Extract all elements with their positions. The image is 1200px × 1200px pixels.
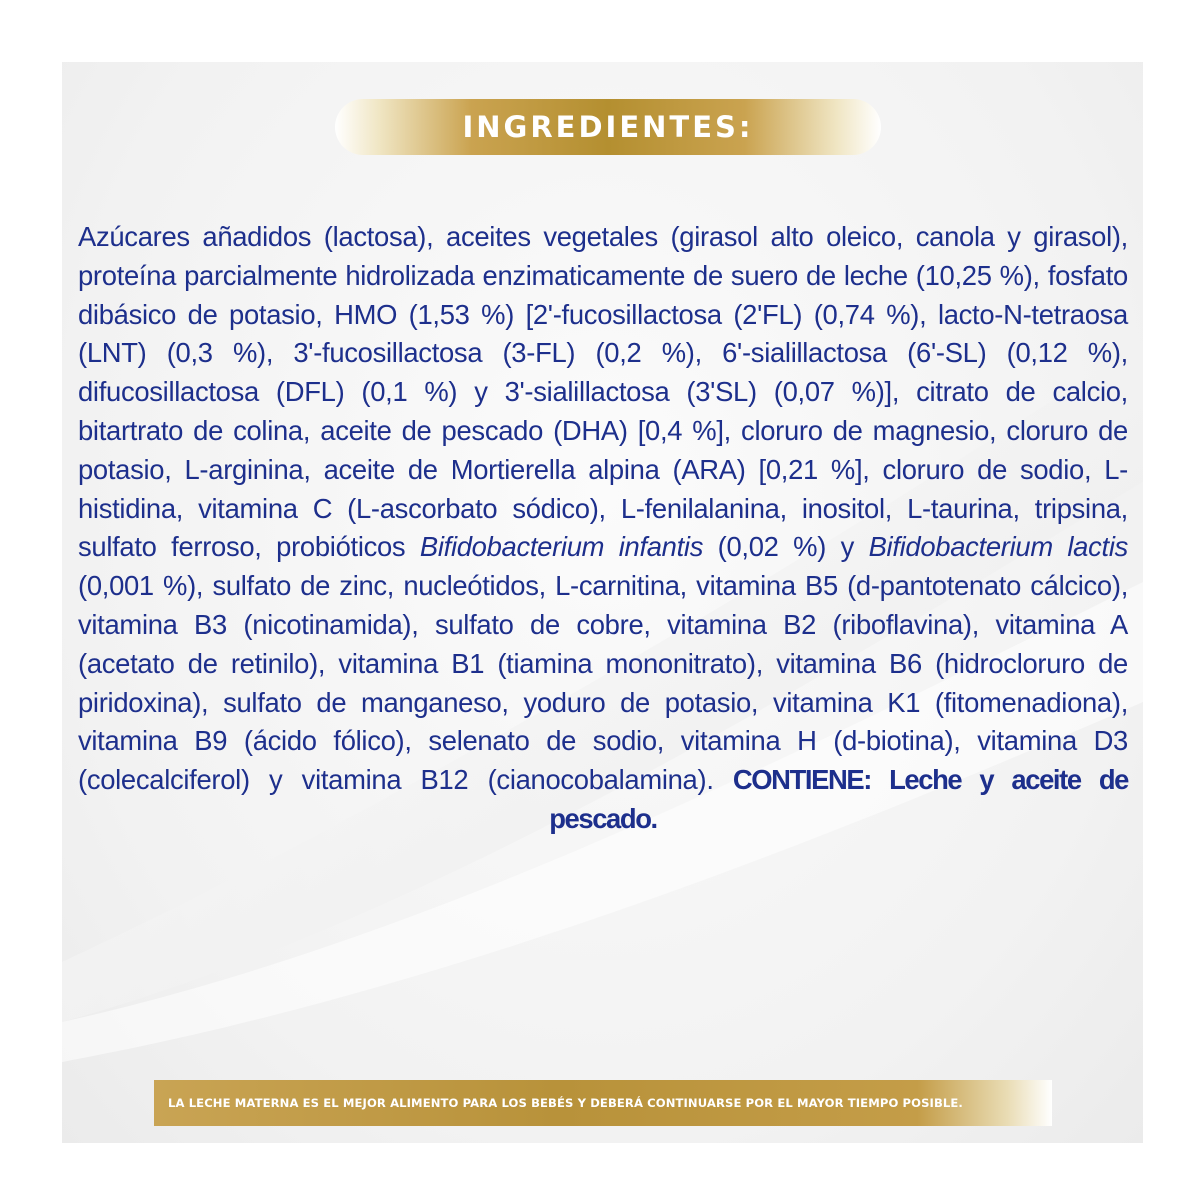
ingredients-title: INGREDIENTES:: [462, 110, 754, 144]
ingredients-text-part2: (0,02 %) y: [703, 531, 869, 563]
ingredients-italic-infantis: Bifidobacterium infantis: [419, 531, 704, 563]
ingredients-italic-lactis: Bifidobacterium lactis: [868, 531, 1129, 563]
ingredients-card: [62, 62, 1143, 1143]
ingredients-text: [78, 218, 1128, 839]
ingredients-title-banner: [335, 99, 881, 155]
ingredients-text-part1: Azúcares añadidos (lactosa), aceites vegetales (girasol alto oleico, canola y girasol), proteína parcialmente hidrolizada enzimaticamente de suero de leche (10,25 %), fosfato dibásico de potasio, HMO (1,53 %) [2'-fucosillactosa (2'FL) (0,74 %), lacto-N-tetraosa (LNT) (0,3 %), 3'-fucosillactosa (3-FL) (0,2 %), 6'-sialillactosa (6'-SL) (0,12 %), difucosillactosa (DFL) (0,1 %) y 3'-sialillactosa (3'SL) (0,07 %)], citrato de calcio, bitartrato de colina, aceite de pescado (DHA) [0,4 %], cloruro de magnesio, cloruro de potasio, L-arginina, aceite de Mortierella alpina (ARA) [0,21 %], cloruro de sodio, L-histidina, vitamina C (L-ascorbato sódico), L-fenilalanina, inositol, L-taurina, tripsina, sulfato ferroso, probióticos: [78, 221, 1128, 563]
allergen-statement: CONTIENE: Leche y aceite de pescado.: [549, 764, 1128, 834]
ingredients-text-part3: (0,001 %), sulfato de zinc, nucleótidos, L-carnitina, vitamina B5 (d-pantotenato cálcico), vitamina B3 (nicotinamida), sulfato de cobre, vitamina B2 (riboflavina), vitamina A (acetato de retinilo), vitamina B1 (tiamina mononitrato), vitamina B6 (hidrocloruro de piridoxina), sulfato de manganeso, yoduro de potasio, vitamina K1 (fitomenadiona), vitamina B9 (ácido fólico), selenato de sodio, vitamina H (d-biotina), vitamina D3 (colecalciferol) y vitamina B12 (cianocobalamina).: [78, 570, 1128, 796]
breastfeeding-notice-band: [154, 1080, 1052, 1126]
breastfeeding-notice: LA LECHE MATERNA ES EL MEJOR ALIMENTO PARA LOS BEBÉS Y DEBERÁ CONTINUARSE POR EL MAYOR TIEMPO POSIBLE.: [168, 1096, 963, 1110]
